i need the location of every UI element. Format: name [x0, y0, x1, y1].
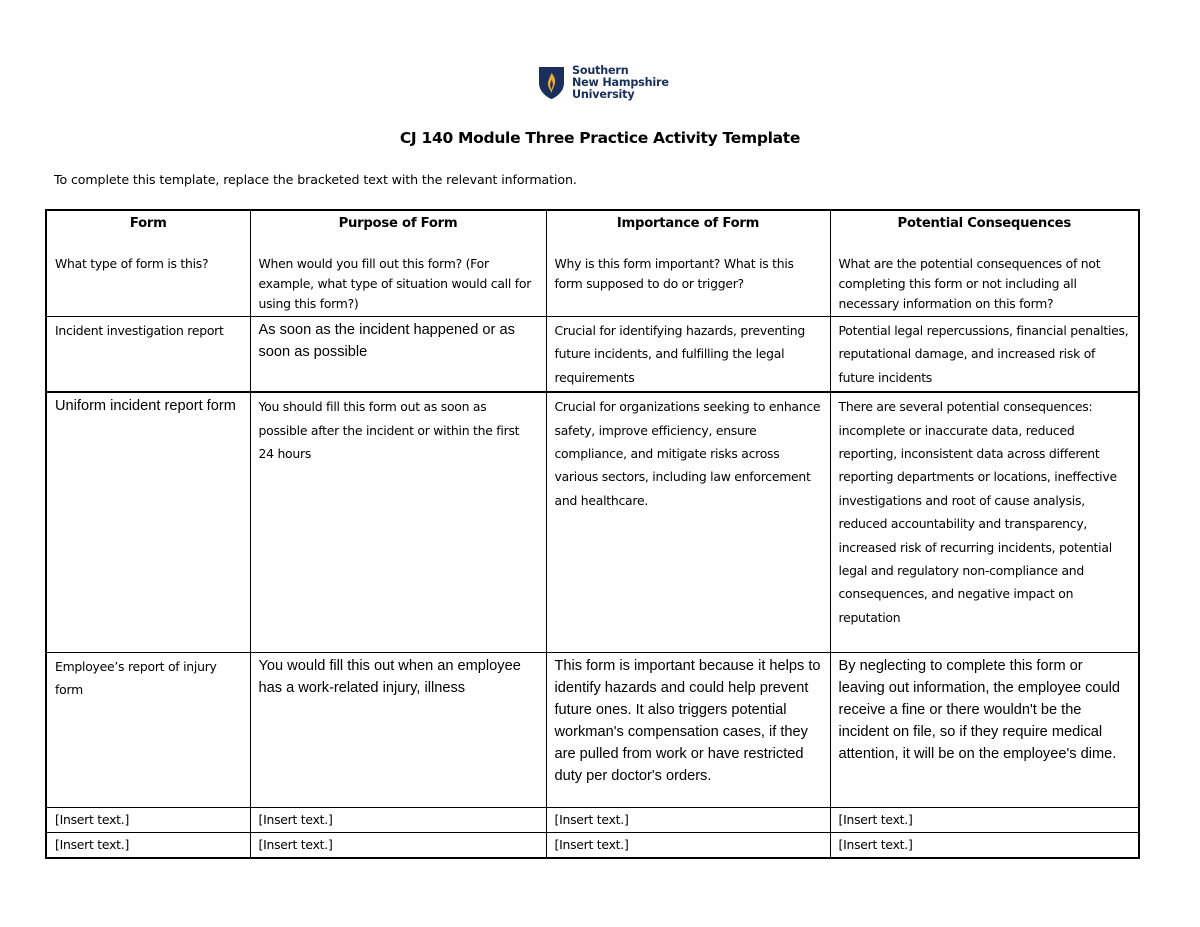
- table-cell: Crucial for organizations seeking to enhance safety, improve efficiency, ensure compliance, and mitigate risks across various sectors, including law enforcement and healthcare.: [546, 392, 830, 652]
- header-cell-purpose: [250, 210, 546, 317]
- header-title: Potential Consequences: [897, 216, 1071, 231]
- table-cell: Uniform incident report form: [46, 392, 250, 652]
- logo-line-1: Southern: [572, 64, 629, 77]
- table-row: [46, 652, 1139, 807]
- table-cell: By neglecting to complete this form or leaving out information, the employee could receive a fine or there wouldn't be the incident on file, so if they require medical attention, it will be on the employee's dime.: [830, 652, 1139, 807]
- activity-table: [45, 209, 1140, 859]
- logo-line-3: University: [572, 88, 635, 101]
- header-subtitle: When would you fill out this form? (For example, what type of situation would call for using this form?): [258, 256, 532, 311]
- table-cell: [Insert text.]: [250, 807, 546, 832]
- table-cell: Potential legal repercussions, financial penalties, reputational damage, and increased risk of future incidents: [830, 317, 1139, 393]
- table-cell: [Insert text.]: [46, 807, 250, 832]
- header-title: Importance of Form: [616, 216, 760, 231]
- table-row: [46, 392, 1139, 652]
- table-cell: Employee’s report of injury form: [46, 652, 250, 807]
- table-cell: This form is important because it helps to identify hazards and could help prevent future ones. It also triggers potential workman's compensation cases, if they are pulled from work or have restricted duty per doctor's orders.: [546, 652, 830, 807]
- shield-flame-icon: [538, 66, 565, 100]
- logo-wordmark: [572, 65, 669, 101]
- instructions-text: To complete this template, replace the bracketed text with the relevant information.: [54, 172, 577, 187]
- table-cell: [Insert text.]: [830, 832, 1139, 858]
- table-cell: There are several potential consequences: incomplete or inaccurate data, reduced reporting, inconsistent data across different reporting departments or locations, ineffective investigations and root of cause analysis, reduced accountability and transparency, increased risk of recurring incidents, potential legal and regulatory non-compliance and consequences, and negative impact on reputation: [830, 392, 1139, 652]
- header-cell-importance: [546, 210, 830, 317]
- table-row: [46, 832, 1139, 858]
- header-title: Purpose of Form: [338, 216, 458, 231]
- table-cell: As soon as the incident happened or as soon as possible: [250, 317, 546, 393]
- header-subtitle: Why is this form important? What is this form supposed to do or trigger?: [554, 256, 794, 291]
- table-cell: [Insert text.]: [250, 832, 546, 858]
- header-row: [46, 210, 1139, 317]
- table-cell: You would fill this out when an employee has a work-related injury, illness: [250, 652, 546, 807]
- header-title: Form: [129, 216, 167, 231]
- table-cell: [Insert text.]: [46, 832, 250, 858]
- logo-line-2: New Hampshire: [572, 76, 669, 89]
- table-row: [46, 807, 1139, 832]
- table-cell: Crucial for identifying hazards, preventing future incidents, and fulfilling the legal requirements: [546, 317, 830, 393]
- document-title: CJ 140 Module Three Practice Activity Template: [399, 129, 801, 147]
- table-cell: [Insert text.]: [546, 807, 830, 832]
- table-cell: Incident investigation report: [46, 317, 250, 393]
- header-cell-form: [46, 210, 250, 317]
- header-subtitle: What type of form is this?: [55, 256, 209, 271]
- table-row: [46, 317, 1139, 393]
- table-cell: [Insert text.]: [546, 832, 830, 858]
- table-cell: You should fill this form out as soon as possible after the incident or within the first 24 hours: [250, 392, 546, 652]
- table-cell: [Insert text.]: [830, 807, 1139, 832]
- header-subtitle: What are the potential consequences of not completing this form or not including all necessary information on this form?: [838, 256, 1101, 311]
- university-logo: [538, 66, 678, 104]
- header-cell-consequences: [830, 210, 1139, 317]
